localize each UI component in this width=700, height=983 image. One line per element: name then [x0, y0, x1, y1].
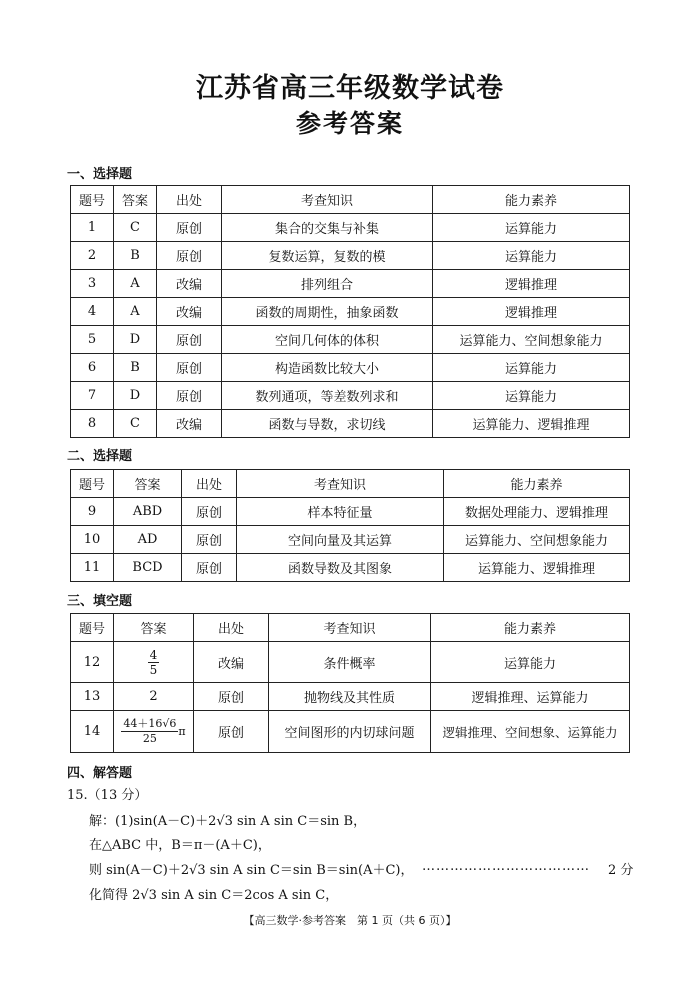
cell: 7 [71, 382, 114, 410]
cell: 空间几何体的体积 [222, 326, 433, 354]
cell: 14 [71, 711, 114, 753]
cell: 原创 [157, 354, 222, 382]
pi-symbol: π [178, 725, 186, 738]
section-heading-4: 四、解答题 [67, 766, 133, 781]
table-row [71, 642, 630, 683]
cell: 排列组合 [222, 270, 433, 298]
answer-table-3 [70, 613, 630, 753]
header-cell: 出处 [157, 186, 222, 214]
page-subtitle: 参考答案 [295, 109, 404, 138]
header-cell: 题号 [71, 470, 114, 498]
table-row [71, 526, 630, 554]
cell: 原创 [194, 711, 269, 753]
cell: 3 [71, 270, 114, 298]
cell: A [114, 270, 157, 298]
solution-line-3: 则 sin(A－C)＋2√3 sin A sin C＝sin B＝sin(A＋C)， [89, 863, 414, 878]
header-cell: 能力素养 [431, 614, 630, 642]
table-row [71, 270, 630, 298]
table-row [71, 711, 630, 753]
section-heading-2: 二、选择题 [67, 449, 133, 464]
fraction-numerator: 44＋16√6 [123, 717, 177, 730]
cell: 逻辑推理 [433, 298, 630, 326]
table-row [71, 554, 630, 582]
answer-table-2 [70, 469, 630, 582]
cell: 改编 [194, 642, 269, 683]
header-cell: 题号 [71, 186, 114, 214]
cell: 4 [71, 298, 114, 326]
cell: 原创 [157, 326, 222, 354]
score-leader-dots: ……………………………… [422, 859, 590, 874]
table-row [71, 498, 630, 526]
cell: 复数运算，复数的模 [222, 242, 433, 270]
score-label: 2 分 [608, 863, 634, 878]
table-row [71, 382, 630, 410]
table-row [71, 214, 630, 242]
cell: 原创 [194, 683, 269, 711]
table-row [71, 354, 630, 382]
table-header-row [71, 470, 630, 498]
table-row [71, 298, 630, 326]
cell: B [114, 242, 157, 270]
page-title: 江苏省高三年级数学试卷 [196, 73, 504, 104]
cell: 原创 [157, 242, 222, 270]
cell: 集合的交集与补集 [222, 214, 433, 242]
cell [114, 711, 194, 753]
table-header-row [71, 614, 630, 642]
cell: 原创 [182, 554, 237, 582]
cell: 函数与导数，求切线 [222, 410, 433, 438]
cell: 条件概率 [269, 642, 431, 683]
cell: 2 [71, 242, 114, 270]
cell: 原创 [182, 498, 237, 526]
cell: AD [114, 526, 182, 554]
cell: 运算能力 [431, 642, 630, 683]
cell: 样本特征量 [237, 498, 444, 526]
fraction [121, 717, 178, 746]
question-number: 15.（13 分） [67, 788, 148, 803]
cell: 运算能力、空间想象能力 [444, 526, 630, 554]
cell: BCD [114, 554, 182, 582]
cell: 原创 [182, 526, 237, 554]
cell: A [114, 298, 157, 326]
cell: 运算能力 [433, 242, 630, 270]
header-cell: 答案 [114, 186, 157, 214]
table-row [71, 410, 630, 438]
header-cell: 能力素养 [433, 186, 630, 214]
cell: 原创 [157, 214, 222, 242]
page-footer: 【高三数学·参考答案 第 1 页（共 6 页）】 [243, 914, 457, 927]
table-header-row [71, 186, 630, 214]
cell: 6 [71, 354, 114, 382]
cell: 10 [71, 526, 114, 554]
table-row [71, 242, 630, 270]
header-cell: 题号 [71, 614, 114, 642]
cell: 8 [71, 410, 114, 438]
cell: 运算能力 [433, 382, 630, 410]
cell: 运算能力、逻辑推理 [433, 410, 630, 438]
cell: 改编 [157, 298, 222, 326]
header-cell: 考查知识 [237, 470, 444, 498]
cell: 运算能力、空间想象能力 [433, 326, 630, 354]
cell: C [114, 214, 157, 242]
cell: D [114, 326, 157, 354]
fraction-denominator: 5 [149, 662, 158, 677]
cell: 函数的周期性，抽象函数 [222, 298, 433, 326]
cell: 2 [114, 683, 194, 711]
cell: 抛物线及其性质 [269, 683, 431, 711]
header-cell: 考查知识 [222, 186, 433, 214]
header-cell: 考查知识 [269, 614, 431, 642]
cell: 11 [71, 554, 114, 582]
header-cell: 答案 [114, 470, 182, 498]
cell: 空间图形的内切球问题 [269, 711, 431, 753]
fraction-numerator: 4 [149, 647, 158, 662]
table-row [71, 326, 630, 354]
cell: 空间向量及其运算 [237, 526, 444, 554]
cell [114, 642, 194, 683]
cell: 逻辑推理、空间想象、运算能力 [431, 711, 630, 753]
cell: 改编 [157, 270, 222, 298]
fraction-denominator: 25 [142, 732, 157, 745]
section-heading-3: 三、填空题 [67, 594, 133, 609]
cell: B [114, 354, 157, 382]
cell: 运算能力 [433, 214, 630, 242]
cell: 改编 [157, 410, 222, 438]
cell: 数列通项，等差数列求和 [222, 382, 433, 410]
cell: C [114, 410, 157, 438]
cell: 函数导数及其图象 [237, 554, 444, 582]
cell: ABD [114, 498, 182, 526]
cell: 运算能力 [433, 354, 630, 382]
cell: 逻辑推理、运算能力 [431, 683, 630, 711]
header-cell: 出处 [182, 470, 237, 498]
fraction [148, 648, 160, 677]
table-row [71, 683, 630, 711]
cell: 5 [71, 326, 114, 354]
header-cell: 能力素养 [444, 470, 630, 498]
cell: 构造函数比较大小 [222, 354, 433, 382]
cell: 原创 [157, 382, 222, 410]
cell: 1 [71, 214, 114, 242]
cell: 逻辑推理 [433, 270, 630, 298]
header-cell: 出处 [194, 614, 269, 642]
cell: 13 [71, 683, 114, 711]
solution-line-1: 解：(1)sin(A－C)＋2√3 sin A sin C＝sin B， [89, 814, 367, 829]
cell: 9 [71, 498, 114, 526]
cell: 运算能力、逻辑推理 [444, 554, 630, 582]
section-heading-1: 一、选择题 [67, 167, 133, 182]
solution-line-2: 在△ABC 中，B＝π－(A＋C)， [89, 838, 271, 853]
answer-table-1 [70, 185, 630, 438]
cell: 12 [71, 642, 114, 683]
cell: D [114, 382, 157, 410]
cell: 数据处理能力、逻辑推理 [444, 498, 630, 526]
header-cell: 答案 [114, 614, 194, 642]
solution-line-4: 化简得 2√3 sin A sin C＝2cos A sin C， [89, 888, 339, 903]
